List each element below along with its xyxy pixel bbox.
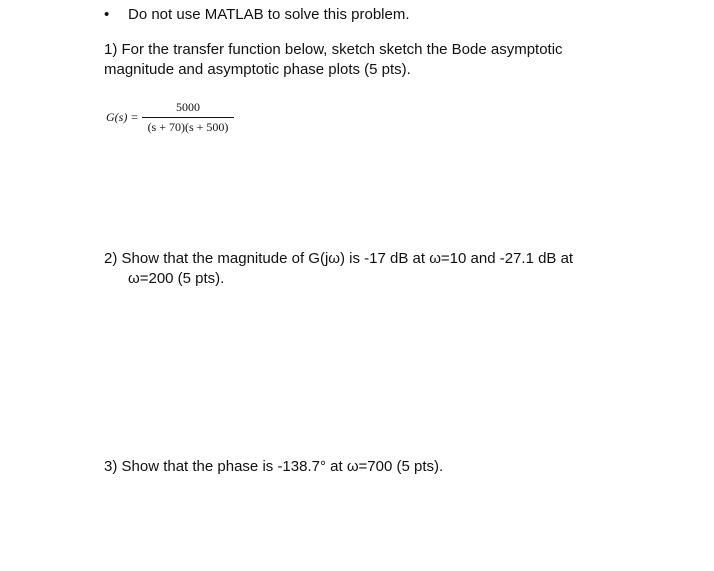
equation-denominator: (s + 70)(s + 500): [147, 120, 229, 134]
equation-numerator: 5000: [142, 100, 234, 118]
bullet: •: [104, 6, 110, 23]
equation-lhs: G(s) =: [106, 110, 139, 124]
question-1-line-1: 1) For the transfer function below, sketch sketch the Bode asymptotic: [104, 41, 563, 58]
transfer-function-fraction: [142, 100, 234, 135]
question-1-line-2: magnitude and asymptotic phase plots (5 pts).: [104, 61, 411, 78]
question-3: 3) Show that the phase is -138.7° at ω=700 (5 pts).: [104, 458, 444, 475]
instruction: Do not use MATLAB to solve this problem.: [128, 6, 410, 23]
question-2-line-1: 2) Show that the magnitude of G(jω) is -17 dB at ω=10 and -27.1 dB at: [104, 250, 574, 267]
question-2-line-2: ω=200 (5 pts).: [128, 270, 225, 287]
